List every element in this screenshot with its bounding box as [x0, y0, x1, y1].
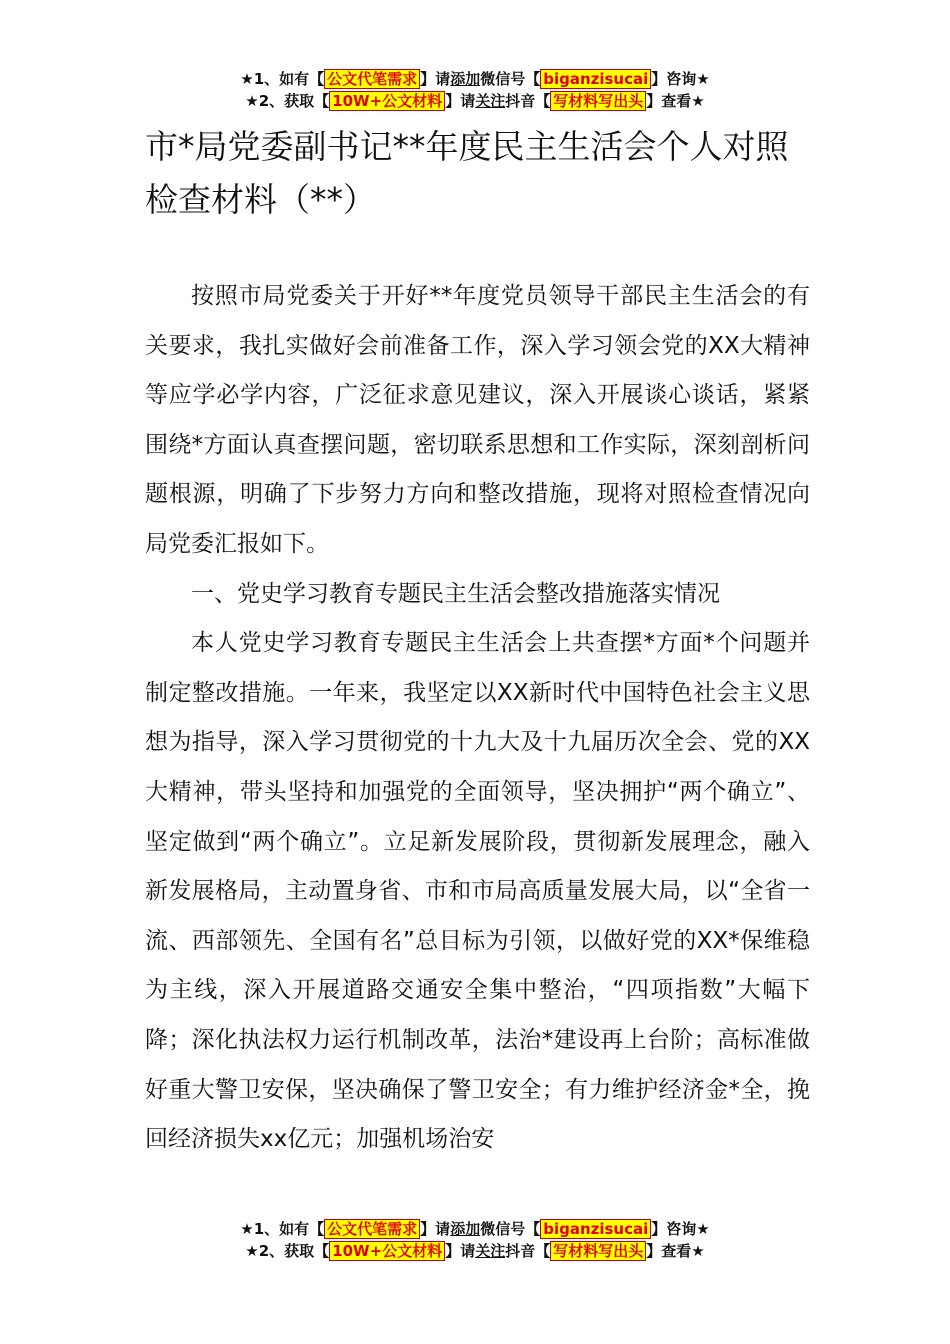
promo-line-2 — [0, 90, 950, 112]
section-heading-1: 一、党史学习教育专题民主生活会整改措施落实情况 — [191, 580, 720, 607]
promo-text: ★2、获取【 — [245, 92, 330, 110]
promo-text: 】咨询★ — [651, 1220, 710, 1238]
promo-underline-follow: 关注 — [475, 92, 506, 110]
promo-text: 抖音【 — [505, 92, 551, 110]
promo-text: 微信号【 — [480, 70, 541, 88]
promo-highlight-service: 公文代笔需求 — [324, 69, 420, 89]
promo-footer — [0, 1218, 950, 1262]
promo-text: 】咨询★ — [651, 70, 710, 88]
promo-underline-add: 添加 — [450, 1220, 481, 1238]
promo-highlight-materials: 10W+公文材料 — [329, 91, 445, 111]
promo-highlight-materials: 10W+公文材料 — [329, 1241, 445, 1261]
promo-highlight-wechat-id: biganzisucai — [540, 69, 651, 89]
promo-text: 】请 — [445, 92, 476, 110]
promo-highlight-douyin: 写材料写出头 — [550, 91, 646, 111]
promo-underline-add: 添加 — [450, 70, 481, 88]
promo-underline-follow: 关注 — [475, 1242, 506, 1260]
promo-text: 抖音【 — [505, 1242, 551, 1260]
promo-text: 】请 — [445, 1242, 476, 1260]
promo-text: ★1、如有【 — [240, 70, 325, 88]
promo-text: 】查看★ — [646, 1242, 705, 1260]
promo-line-2 — [0, 1240, 950, 1262]
document-body — [145, 272, 810, 1165]
promo-text: 】查看★ — [646, 92, 705, 110]
promo-highlight-wechat-id: biganzisucai — [540, 1219, 651, 1239]
promo-text: ★2、获取【 — [245, 1242, 330, 1260]
promo-line-1 — [0, 68, 950, 90]
promo-highlight-douyin: 写材料写出头 — [550, 1241, 646, 1261]
paragraph-intro: 按照市局党委关于开好**年度党员领导干部民主生活会的有关要求，我扎实做好会前准备工作，深入学习领会党的XX大精神等应学必学内容，广泛征求意见建议，深入开展谈心谈话，紧紧围绕*方面认真查摆问题，密切联系思想和工作实际，深刻剖析问题根源，明确了下步努力方向和整改措施，现将对照检查情况向局党委汇报如下。 — [145, 283, 810, 557]
promo-line-1 — [0, 1218, 950, 1240]
promo-text: 微信号【 — [480, 1220, 541, 1238]
promo-text: ★1、如有【 — [240, 1220, 325, 1238]
promo-text: 】请 — [420, 70, 451, 88]
document-title: 市*局党委副书记**年度民主生活会个人对照检查材料（**） — [145, 127, 789, 219]
paragraph-section-1: 本人党史学习教育专题民主生活会上共查摆*方面*个问题并制定整改措施。一年来，我坚定以XX新时代中国特色社会主义思想为指导，深入学习贯彻党的十九大及十九届历次全会、党的XX大精神，带头坚持和加强党的全面领导，坚决拥护“两个确立”、坚定做到“两个确立”。立足新发展阶段，贯彻新发展理念，融入新发展格局，主动置身省、市和市局高质量发展大局，以“全省一流、西部领先、全国有名”总目标为引领，以做好党的XX*保维稳为主线，深入开展道路交通安全集中整治，“四项指数”大幅下降；深化执法权力运行机制改革，法治*建设再上台阶；高标准做好重大警卫安保，坚决确保了警卫安全；有力维护经济金*全，挽回经济损失xx亿元；加强机场治安 — [145, 630, 810, 1153]
promo-highlight-service: 公文代笔需求 — [324, 1219, 420, 1239]
promo-header — [0, 68, 950, 112]
promo-text: 】请 — [420, 1220, 451, 1238]
